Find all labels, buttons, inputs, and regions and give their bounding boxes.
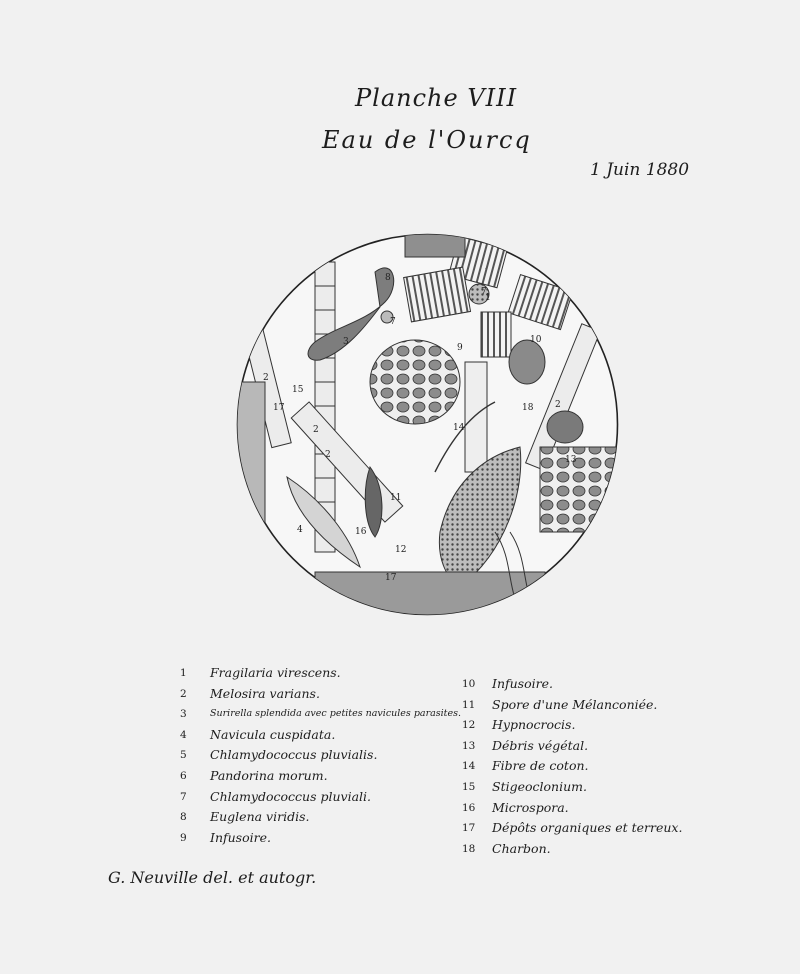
- plate-date: 1 Juin 1880: [590, 160, 690, 180]
- legend-item: 7 Chlamydococcus pluviali.: [180, 788, 372, 804]
- figure-number-label: 11: [390, 493, 402, 503]
- legend-item: 12 Hypnocrocis.: [462, 717, 576, 733]
- legend-item: 2 Melosira varians.: [180, 685, 320, 701]
- microscope-field-illustration: [235, 232, 620, 617]
- figure-number-label: 14: [453, 423, 465, 433]
- figure-number-label: 12: [395, 545, 407, 555]
- figure-number-label: 7: [481, 287, 487, 297]
- plate-title: Planche VIII: [355, 84, 518, 112]
- figure-number-label: 18: [522, 403, 534, 413]
- figure-number-label: 9: [457, 343, 463, 353]
- figure-number-label: 2: [313, 425, 319, 435]
- legend-item: 8 Euglena viridis.: [180, 809, 310, 825]
- legend-item: 10 Infusoire.: [462, 676, 553, 691]
- figure-number-label: 3: [343, 337, 349, 347]
- legend-item: 17 Dépôts organiques et terreux.: [462, 820, 683, 836]
- legend-item: 14 Fibre de coton.: [462, 758, 589, 774]
- figure-number-label: 15: [292, 385, 304, 395]
- legend-right-column: [462, 674, 702, 859]
- legend-item: 13 Débris végétal.: [462, 737, 589, 753]
- figure-number-label: 8: [385, 273, 391, 283]
- figure-number-label: 2: [325, 450, 331, 460]
- figure-number-label: 1: [485, 293, 491, 303]
- artist-signature: G. Neuville del. et autogr.: [108, 868, 317, 887]
- figure-number-label: 2: [555, 400, 561, 410]
- legend-left-column: [180, 663, 470, 848]
- figure-number-label: 13: [565, 455, 577, 465]
- legend-item: 15 Stigeoclonium.: [462, 778, 587, 794]
- figure-number-label: 7: [390, 317, 396, 327]
- legend-item: 11 Spore d'une Mélanconiée.: [462, 696, 658, 712]
- figure-number-label: 2: [263, 373, 269, 383]
- figure-number-label: 16: [355, 527, 367, 537]
- legend-item: 1 Fragilaria virescens.: [180, 665, 341, 680]
- legend-item: 16 Microspora.: [462, 799, 569, 815]
- legend-item: 6 Pandorina morum.: [180, 767, 328, 783]
- legend-item: 4 Navicula cuspidata.: [180, 726, 336, 742]
- legend-item: 18 Charbon.: [462, 840, 551, 856]
- legend-item: 3 Surirella splendida avec petites navicules parasites.: [180, 708, 462, 721]
- figure-number-label: 10: [530, 335, 542, 345]
- plate-subtitle: Eau de l'Ourcq: [322, 126, 532, 154]
- figure-number-label: 17: [273, 403, 285, 413]
- figure-number-label: 4: [297, 525, 303, 535]
- legend-item: 5 Chlamydococcus pluvialis.: [180, 747, 378, 763]
- legend-item: 9 Infusoire.: [180, 829, 271, 845]
- figure-number-label: 17: [385, 573, 397, 583]
